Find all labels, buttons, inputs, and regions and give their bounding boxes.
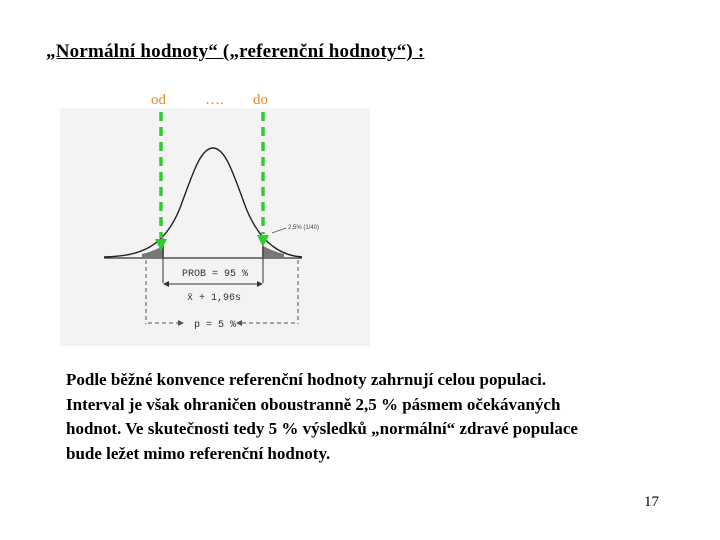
normal-distribution-figure [60,108,370,346]
mean-label: x̄ + 1,96s [187,293,242,304]
slide-title: „Normální hodnoty“ („referenční hodnoty“) : [46,41,425,62]
prob-label: PROB = 95 % [182,269,249,280]
page-number: 17 [644,494,659,510]
body-line: Podle běžné konvence referenční hodnoty zahrnují celou populaci. [66,370,547,389]
p-label: p = 5 % [194,320,237,331]
body-paragraph [66,368,696,466]
tail-label: 2,5% (1/40) [288,225,320,231]
body-line: hodnot. Ve skutečnosti tedy 5 % výsledků „normální“ zdravé populace [66,419,578,438]
body-line: bude ležet mimo referenční hodnoty. [66,443,331,463]
range-label-to: do [253,92,268,108]
range-label-from: od [151,92,166,108]
scan-background [60,108,370,346]
range-label-dots: …. [205,92,224,108]
body-line: Interval je však ohraničen oboustranně 2,5 % pásmem očekávaných [66,394,561,414]
distribution-diagram [60,108,370,346]
